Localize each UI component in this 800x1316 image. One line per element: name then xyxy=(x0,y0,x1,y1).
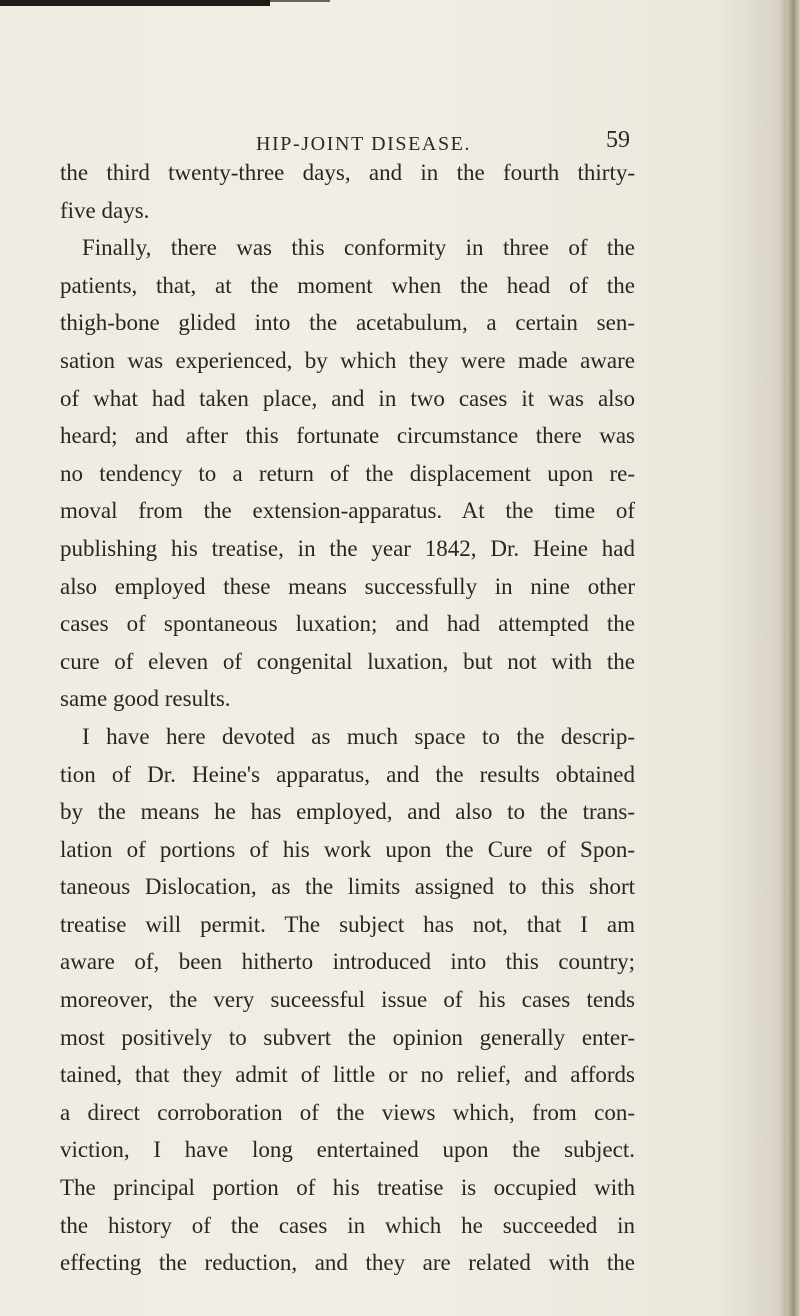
text-line: cure of eleven of congenital luxation, but not with the xyxy=(60,648,635,674)
text-line: the history of the cases in which he succeeded in xyxy=(60,1212,635,1238)
text-line: publishing his treatise, in the year 1842, Dr. Heine had xyxy=(60,535,635,561)
text-line: tained, that they admit of little or no relief, and affords xyxy=(60,1062,635,1088)
text-line: effecting the reduction, and they are related with the xyxy=(60,1250,635,1276)
text-line: five days. xyxy=(60,197,150,223)
text-line: of what had taken place, and in two cases it was also xyxy=(60,385,635,411)
text-line: thigh-bone glided into the acetabulum, a certain sen- xyxy=(60,310,635,336)
text-line: The principal portion of his treatise is occupied with xyxy=(60,1175,635,1201)
text-line: aware of, been hitherto introduced into this country; xyxy=(60,949,635,975)
body-text xyxy=(60,154,635,1282)
page-edge xyxy=(786,0,800,1316)
text-line: no tendency to a return of the displacement upon re- xyxy=(60,460,635,486)
page-number: 59 xyxy=(606,127,630,153)
text-line: by the means he has employed, and also to the trans- xyxy=(60,799,635,825)
text-line: treatise will permit. The subject has not, that I am xyxy=(60,911,635,937)
top-edge-rule-thin xyxy=(270,0,330,2)
text-line: the third twenty-three days, and in the fourth thirty- xyxy=(60,160,635,185)
text-line: also employed these means successfully in nine other xyxy=(60,573,635,599)
text-line: moval from the extension-apparatus. At the time of xyxy=(60,498,635,524)
text-line: tion of Dr. Heine's apparatus, and the results obtained xyxy=(60,761,635,787)
text-line: Finally, there was this conformity in three of the xyxy=(82,235,635,261)
text-line: moreover, the very suceessful issue of his cases tends xyxy=(60,987,635,1013)
text-line: most positively to subvert the opinion generally enter- xyxy=(60,1024,635,1050)
text-line: same good results. xyxy=(60,686,231,712)
text-line: sation was experienced, by which they were made aware xyxy=(60,347,635,373)
running-head-title: HIP-JOINT DISEASE. xyxy=(256,133,472,155)
top-edge-rule xyxy=(0,0,270,6)
text-line: I have here devoted as much space to the descrip- xyxy=(82,723,635,749)
text-line: patients, that, at the moment when the head of the xyxy=(60,272,635,298)
text-line: lation of portions of his work upon the Cure of Spon- xyxy=(60,836,635,862)
text-line: cases of spontaneous luxation; and had attempted the xyxy=(60,611,635,637)
text-line: viction, I have long entertained upon the subject. xyxy=(60,1137,635,1163)
text-line: heard; and after this fortunate circumstance there was xyxy=(60,423,635,449)
text-line: a direct corroboration of the views which, from con- xyxy=(60,1099,635,1125)
text-line: taneous Dislocation, as the limits assigned to this short xyxy=(60,874,635,900)
